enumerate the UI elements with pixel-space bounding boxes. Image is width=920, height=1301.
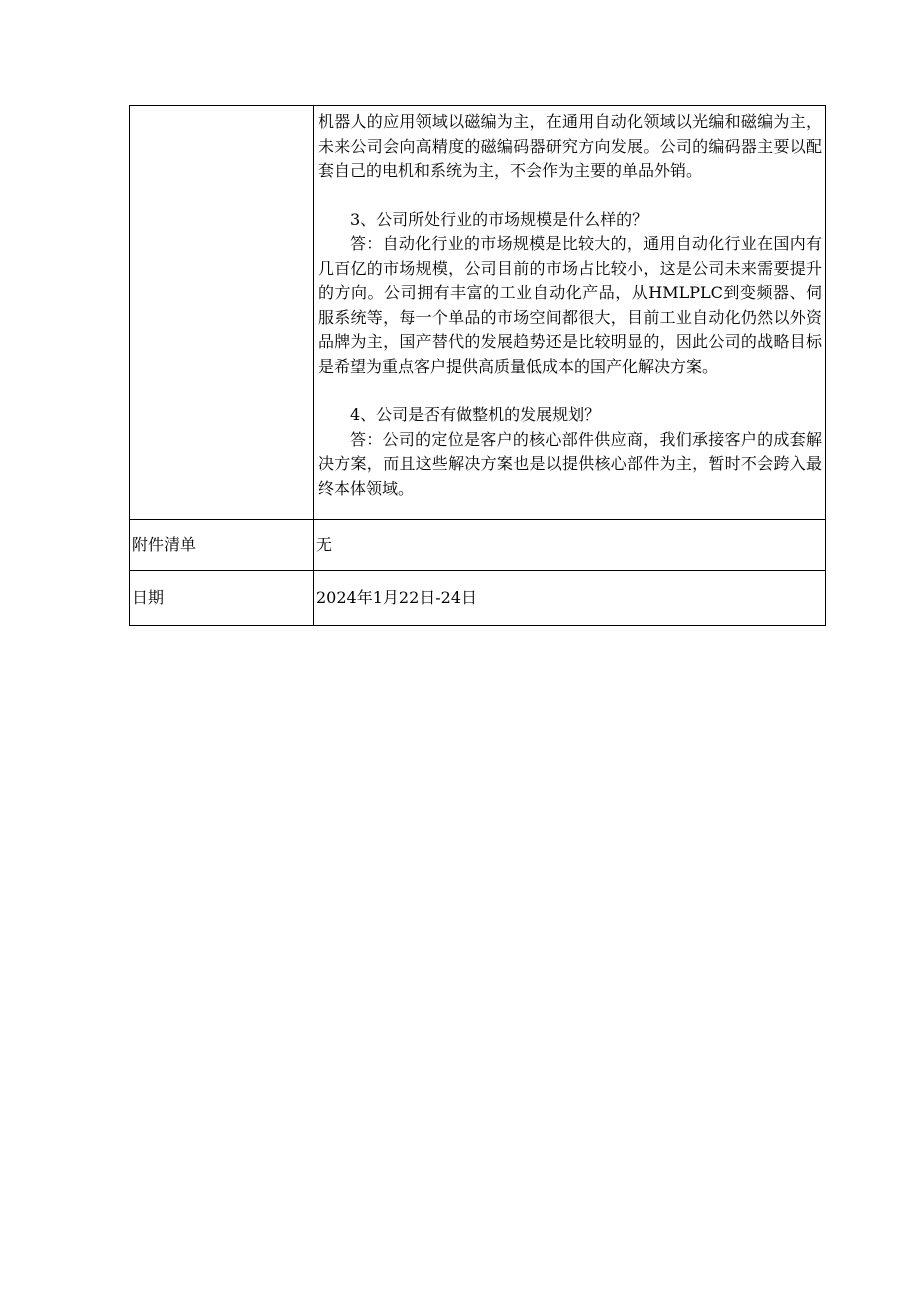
attachments-label: 附件清单 — [132, 534, 197, 554]
answer-4: 答：公司的定位是客户的核心部件供应商，我们承接客户的成套解决方案，而且这些解决方案也是以提供核心部件为主，暂时不会跨入最终本体领域。 — [318, 429, 822, 498]
answer-3: 答：自动化行业的市场规模是比较大的，通用自动化行业在国内有几百亿的市场规模，公司目前的市场占比较小，这是公司未来需要提升的方向。公司拥有丰富的工业自动化产品，从HMLPLC到变频器、伺服系统等，每一个单品的市场空间都很大，目前工业自动化仍然以外资品牌为主，国产替代的发展趋势还是比较明显的，因此公司的战略目标是希望为重点客户提供高质量低成本的国产化解决方案。 — [318, 234, 822, 376]
attachments-row — [130, 520, 826, 571]
content-value-cell — [314, 106, 826, 520]
date-label-cell — [130, 571, 314, 626]
info-table — [129, 105, 826, 626]
paragraph-encoder-continuation: 机器人的应用领域以磁编为主，在通用自动化领域以光编和磁编为主，未来公司会向高精度的磁编码器研究方向发展。公司的编码器主要以配套自己的电机和系统为主，不会作为主要的单品外销。 — [318, 112, 822, 180]
question-4: 4、公司是否有做整机的发展规划？ — [350, 405, 601, 424]
date-row — [130, 571, 826, 626]
attachments-label-cell — [130, 520, 314, 571]
attachments-value: 无 — [316, 534, 333, 554]
attachments-value-cell — [314, 520, 826, 571]
date-value: 2024年1月22日-24日 — [316, 587, 478, 607]
date-label: 日期 — [132, 587, 165, 607]
date-value-cell — [314, 571, 826, 626]
question-3: 3、公司所处行业的市场规模是什么样的？ — [350, 209, 649, 229]
content-row — [130, 106, 826, 520]
content-label-cell — [130, 106, 314, 520]
